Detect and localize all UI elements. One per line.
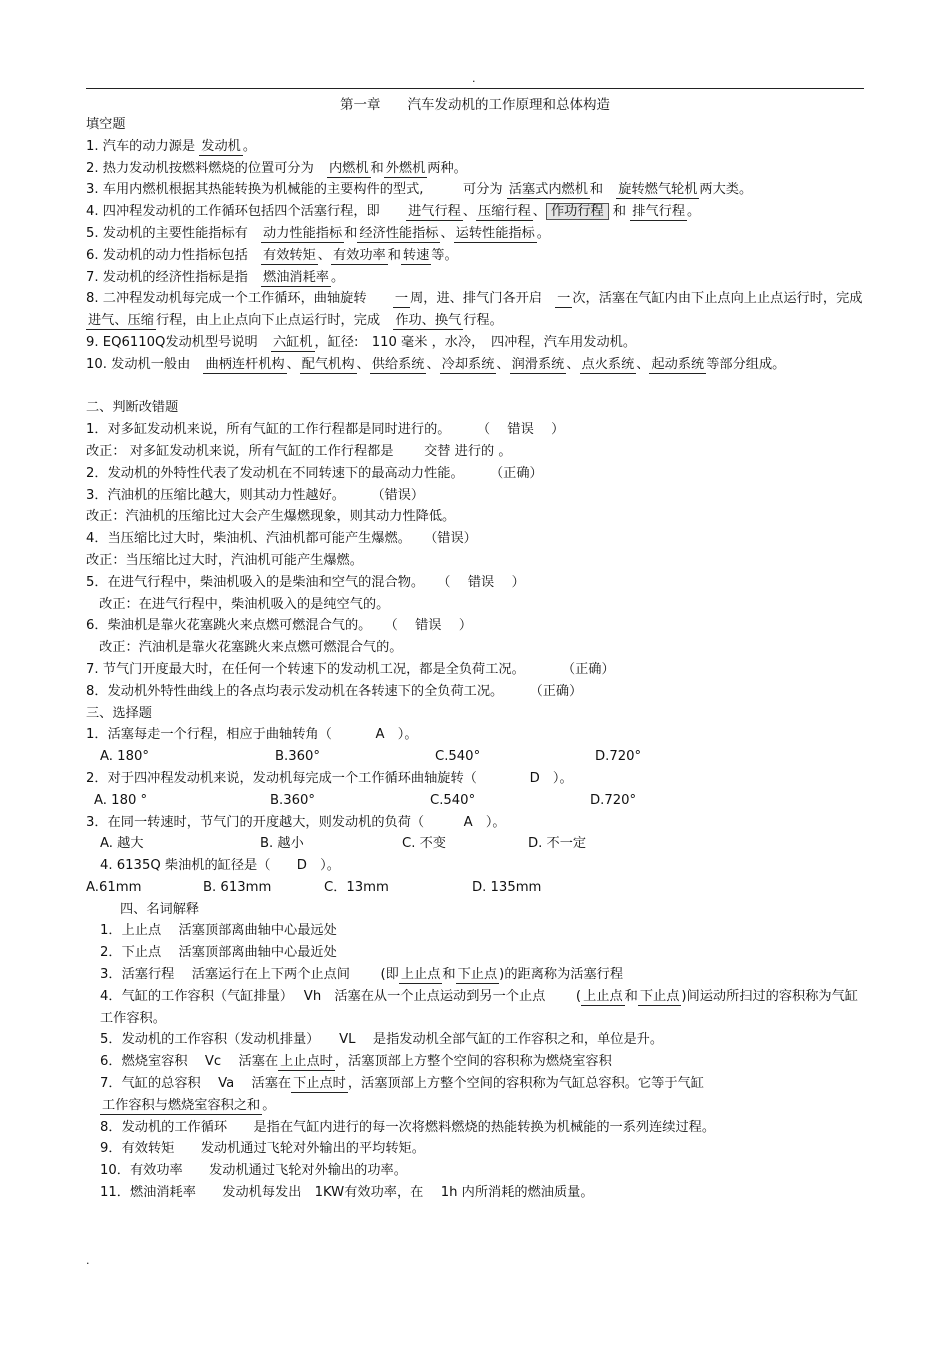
judge-line: 2．发动机的外特性代表了发动机在不同转速下的最高动力性能。 （正确） <box>86 465 543 481</box>
answer-blank: 润滑系统 <box>511 356 565 372</box>
fill-question-10: 10. 发动机一般由 曲柄连杆机构 、 配气机构 、 供给系统 、 冷却系统 、 润滑系统 、 点火系统 、 起动系统 等部分组成。 <box>86 356 786 372</box>
option: D.720° <box>590 792 637 808</box>
fill-question-5: 5. 发动机的主要性能指标有 动力性能指标 和 经济性能指标 、 运转性能指标 。 <box>86 225 550 241</box>
fill-question-1: 1. 汽车的动力源是 发动机 。 <box>86 138 257 154</box>
judge-line: 改正：当压缩比过大时，汽油机可能产生爆燃。 <box>86 552 363 568</box>
option: B. 613mm <box>203 879 272 895</box>
term-8: 8．发动机的工作循环 是指在气缸内进行的每一次将燃料燃烧的热能转换为机械能的一系列连续过程。 <box>100 1119 716 1135</box>
answer-blank: 动力性能指标 <box>263 225 343 241</box>
term-9: 9．有效转矩 发动机通过飞轮对外输出的平均转矩。 <box>100 1141 425 1157</box>
choice-question-3-options <box>86 833 866 855</box>
option: A. 越大 <box>100 836 144 852</box>
answer-blank: 进气、压缩 <box>88 313 154 329</box>
answer-blank: 有效转矩 <box>263 247 316 263</box>
fill-question-3: 3. 车用内燃机根据其热能转换为机械能的主要构件的型式, 可分为 活塞式内燃机 和 旋转燃气轮机 两大类。 <box>86 182 753 198</box>
answer-blank: 一 <box>557 291 571 307</box>
term-5: 5．发动机的工作容积（发动机排量） VL 是指发动机全部气缸的工作容积之和，单位是升。 <box>100 1032 664 1048</box>
term-10: 10．有效功率 发动机通过飞轮对外输出的功率。 <box>100 1163 407 1179</box>
choice-question-4-stem: 4. 6135Q 柴油机的缸径是（ D ）。 <box>100 858 340 874</box>
answer-blank: 上止点时 <box>280 1054 333 1070</box>
answer-blank: 外燃机 <box>385 160 426 176</box>
document-body <box>86 114 876 1204</box>
answer-blank: 下止点 <box>639 988 680 1004</box>
option: C.540° <box>430 792 476 808</box>
answer-blank: 转速 <box>402 247 430 263</box>
answer-blank: 发动机 <box>201 138 241 154</box>
answer-blank: 曲柄连杆机构 <box>205 356 285 372</box>
answer-blank: 上止点 <box>583 988 623 1004</box>
section-heading-judge: 二、判断改错题 <box>86 400 179 416</box>
header-rule <box>86 88 864 89</box>
judge-line: 3．汽油机的压缩比越大，则其动力性越好。 （错误） <box>86 487 425 503</box>
header-dot: . <box>472 72 476 85</box>
term-7: 7．气缸的总容积 Va 活塞在 下止点时 ，活塞顶部上方整个空间的容积称为气缸总容积。它等于气缸 工作容积与燃烧室容积之和 。 <box>100 1076 757 1113</box>
judge-line: 7. 节气门开度最大时，在任何一个转速下的发动机工况，都是全负荷工况。 （正确） <box>86 661 615 677</box>
answer-blank: 排气行程 <box>632 204 686 220</box>
choice-question-1-stem: 1．活塞每走一个行程，相应于曲轴转角（ A ）。 <box>86 727 418 743</box>
term-4: 4．气缸的工作容积（气缸排量） Vh 活塞在从一个止点运动到另一个止点 ( 上止点 和 下止点 )间运动所扫过的容积称为气缸工作容积。 <box>100 988 858 1026</box>
answer-blank: 起动系统 <box>651 356 705 372</box>
judge-line: 8．发动机外特性曲线上的各点均表示发动机在各转速下的全负荷工况。 （正确） <box>86 683 583 699</box>
answer-blank: 下止点 <box>457 967 498 983</box>
judge-line: 改正： 对多缸发动机来说，所有气缸的工作行程都是 交替 进行的 。 <box>86 443 512 459</box>
option: A.61mm <box>86 879 142 895</box>
option: D. 不一定 <box>528 836 587 852</box>
judge-line: 5．在进气行程中，柴油机吸入的是柴油和空气的混合物。 （ 错误 ） <box>86 574 525 590</box>
option: C.540° <box>435 749 481 765</box>
answer-blank: 上止点 <box>400 967 441 983</box>
choice-question-4-options <box>86 877 866 899</box>
judge-line: 4．当压缩比过大时，柴油机、汽油机都可能产生爆燃。 （错误） <box>86 531 477 547</box>
answer-blank: 压缩行程 <box>478 204 531 220</box>
option: A. 180 ° <box>94 792 148 808</box>
fill-question-9: 9. EQ6110Q发动机型号说明 六缸机 ，缸径: 110 毫米 ，水冷， 四冲程，汽车用发动机。 <box>86 334 637 350</box>
answer-blank: 作功、换气 <box>395 313 462 329</box>
option: A. 180° <box>100 749 149 765</box>
judge-line: 改正：在进气行程中，柴油机吸入的是纯空气的。 <box>86 596 390 612</box>
highlighted-answer: 作功行程 <box>546 203 609 220</box>
fill-question-8: 8. 二冲程发动机每完成一个工作循环，曲轴旋转 一 周，进、排气门各开启 一 次，活塞在气缸内由下止点向上止点运行时，完成 进气、压缩 行程，由上止点向下止点运行时，完成 作功、换气 行程。 <box>86 291 876 329</box>
answer-blank: 供给系统 <box>371 356 425 372</box>
choice-question-3-stem: 3．在同一转速时，节气门的开度越大，则发动机的负荷（ A ）。 <box>86 814 506 830</box>
fill-question-2: 2. 热力发动机按燃料燃烧的位置可分为 内燃机 和 外燃机 两种。 <box>86 160 467 176</box>
answer-blank: 六缸机 <box>272 334 313 350</box>
option: D. 135mm <box>472 879 542 895</box>
judge-line: 1．对多缸发动机来说，所有气缸的工作行程都是同时进行的。 （ 错误 ） <box>86 422 565 438</box>
term-2: 2．下止点 活塞顶部离曲轴中心最近处 <box>100 945 337 961</box>
footer-dot: . <box>86 1254 90 1267</box>
section-heading-terms: 四、名词解释 <box>120 901 200 917</box>
term-1: 1．上止点 活塞顶部离曲轴中心最远处 <box>100 923 337 939</box>
term-6: 6．燃烧室容积 Vc 活塞在 上止点时 ，活塞顶部上方整个空间的容积称为燃烧室容积 <box>100 1054 612 1070</box>
chapter-title: 第一章 汽车发动机的工作原理和总体构造 <box>340 97 610 113</box>
option: B.360° <box>275 749 321 765</box>
choice-question-2-options <box>86 790 866 812</box>
judge-line: 改正：汽油机的压缩比过大会产生爆燃现象，则其动力性降低。 <box>86 509 456 525</box>
term-3: 3．活塞行程 活塞运行在上下两个止点间 (即 上止点 和 下止点 )的距离称为活塞行程 <box>100 967 624 983</box>
fill-question-6: 6. 发动机的动力性指标包括 有效转矩 、 有效功率 和 转速 等。 <box>86 247 458 263</box>
answer-blank: 运转性能指标 <box>455 225 535 241</box>
judge-line: 改正：汽油机是靠火花塞跳火来点燃可燃混合气的。 <box>86 640 403 656</box>
answer-blank: 一 <box>394 291 409 307</box>
answer-blank: 工作容积与燃烧室容积之和 <box>102 1097 261 1113</box>
answer-blank: 旋转燃气轮机 <box>618 182 698 198</box>
answer-blank: 燃油消耗率 <box>263 269 329 285</box>
answer-blank: 下止点时 <box>293 1076 346 1092</box>
option: B. 越小 <box>260 836 304 852</box>
judge-line: 6．柴油机是靠火花塞跳火来点燃可燃混合气的。 （ 错误 ） <box>86 618 473 634</box>
answer-blank: 经济性能指标 <box>359 225 439 241</box>
option: C. 不变 <box>402 836 446 852</box>
fill-question-7: 7. 发动机的经济性指标是指 燃油消耗率 。 <box>86 269 345 285</box>
choice-question-1-options <box>86 746 866 768</box>
answer-blank: 有效功率 <box>332 247 386 263</box>
answer-blank: 配气机构 <box>301 356 355 372</box>
section-heading-choice: 三、选择题 <box>86 705 152 721</box>
answer-blank: 冷却系统 <box>441 356 495 372</box>
fill-question-4: 4. 四冲程发动机的工作循环包括四个活塞行程，即 进气行程 、 压缩行程 、 作功行程 和 排气行程 。 <box>86 204 701 220</box>
answer-blank: 点火系统 <box>581 356 635 372</box>
option: D.720° <box>595 749 642 765</box>
answer-blank: 活塞式内燃机 <box>508 182 588 198</box>
answer-blank: 内燃机 <box>328 160 369 176</box>
section-heading-fill: 填空题 <box>86 117 126 132</box>
term-11: 11．燃油消耗率 发动机每发出 1KW有效功率，在 1h 内所消耗的燃油质量。 <box>100 1185 594 1201</box>
answer-blank: 进气行程 <box>408 204 461 220</box>
option: B.360° <box>270 792 316 808</box>
option: C．13mm <box>324 879 389 895</box>
choice-question-2-stem: 2．对于四冲程发动机来说，发动机每完成一个工作循环曲轴旋转（ D ）。 <box>86 770 573 786</box>
